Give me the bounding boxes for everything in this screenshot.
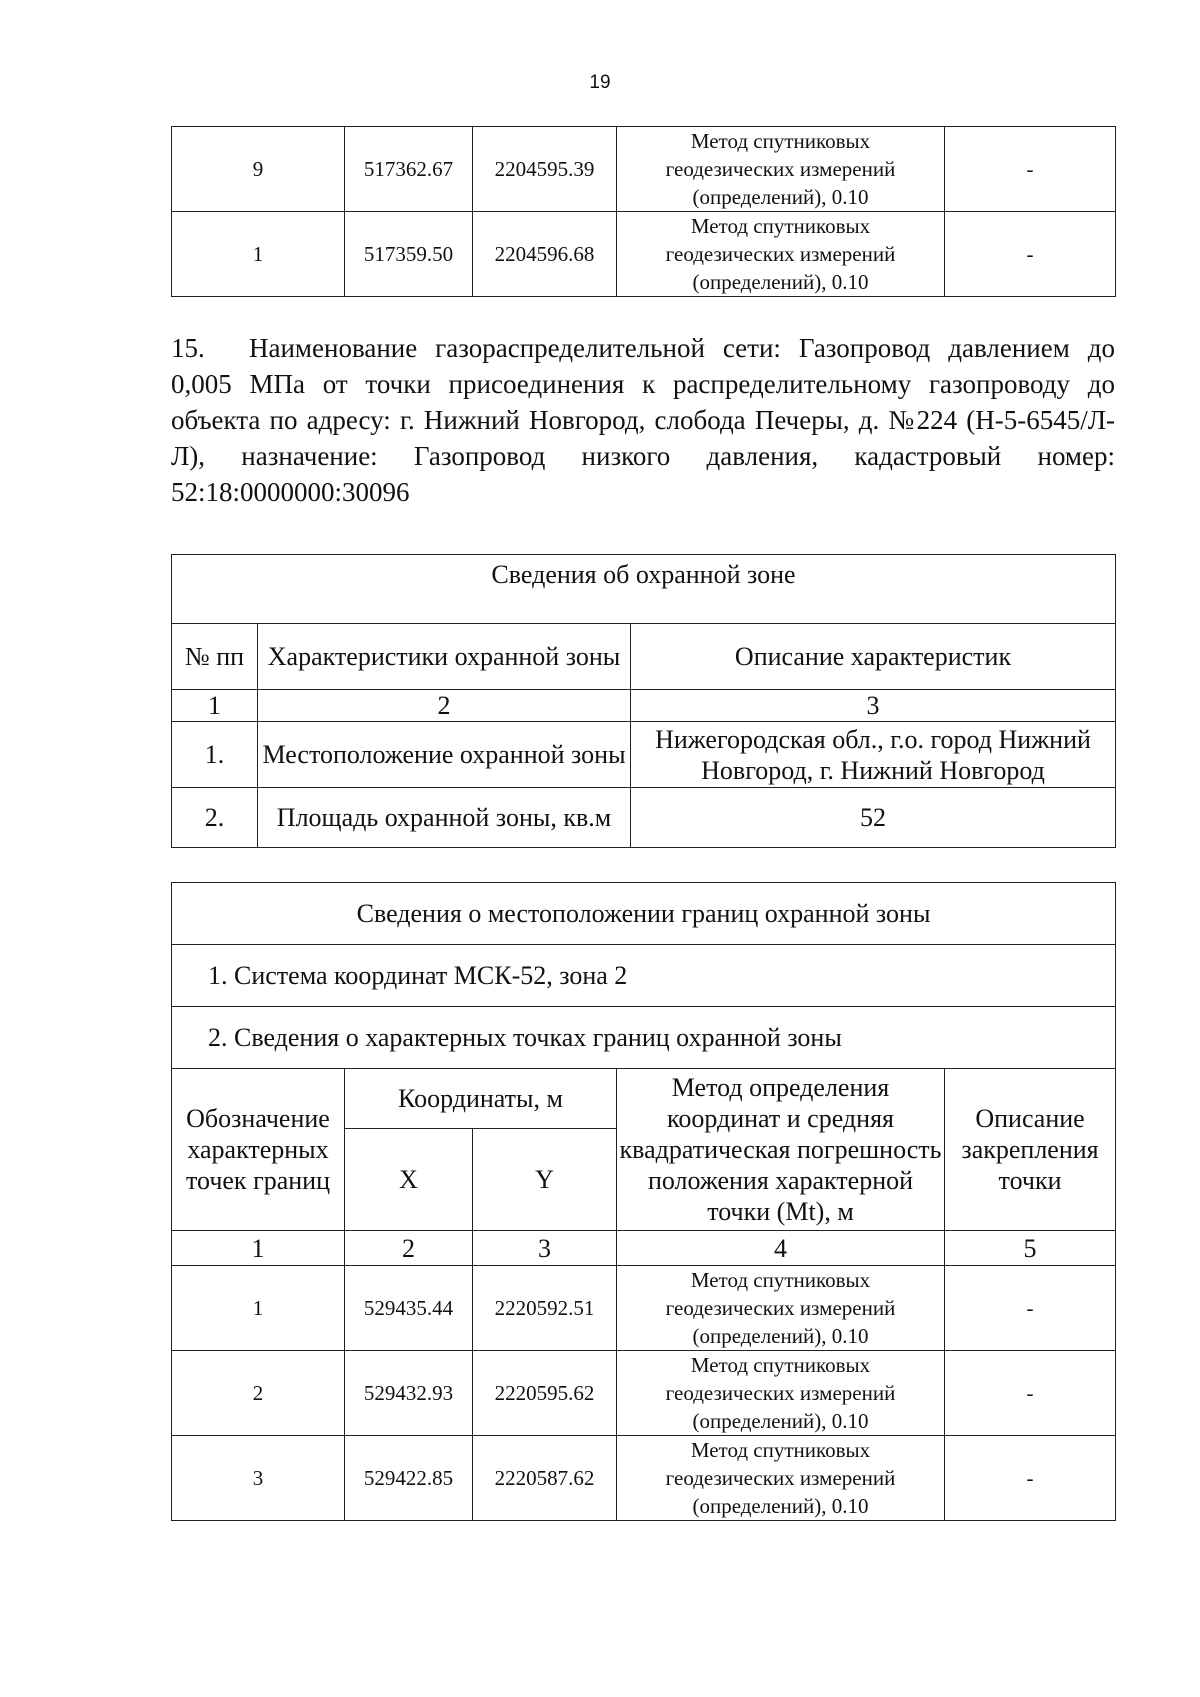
page-number: 19 [589, 72, 611, 93]
point-cell: 9 [172, 127, 345, 212]
row-value: Нижегородская обл., г.о. город Нижний Новгород, г. Нижний Новгород [631, 722, 1116, 788]
method-line: геодезических измерений [665, 1466, 896, 1490]
method-line: Метод спутниковых [690, 1268, 871, 1292]
table-row [172, 722, 1116, 788]
row-name: Местоположение охранной зоны [258, 722, 631, 788]
bounds-table-caption: Сведения о местоположении границ охранной зоны [172, 883, 1116, 945]
table-row [172, 212, 1116, 297]
point-cell: 1 [172, 1266, 345, 1351]
point-cell: 1 [172, 212, 345, 297]
method-line: геодезических измерений [665, 1381, 896, 1405]
header-x: X [345, 1129, 473, 1231]
method-line: Метод спутниковых [690, 1353, 871, 1377]
x-cell: 529422.85 [345, 1436, 473, 1521]
method-line: (определений), 0.10 [692, 270, 869, 294]
method-cell [617, 127, 945, 212]
coordinate-system: 1. Система координат МСК-52, зона 2 [172, 945, 1116, 1007]
zone-info-table [171, 554, 1116, 848]
y-cell: 2220595.62 [473, 1351, 617, 1436]
row-number: 1. [172, 722, 258, 788]
index-cell: 4 [617, 1231, 945, 1266]
method-cell [617, 1436, 945, 1521]
method-cell [617, 1266, 945, 1351]
point-cell: 3 [172, 1436, 345, 1521]
desc-cell: - [945, 212, 1116, 297]
index-cell: 3 [631, 690, 1116, 722]
method-line: геодезических измерений [665, 242, 896, 266]
header-method: Метод определения координат и средняя квадратическая погрешность положения характерной точки (Mt), м [617, 1069, 945, 1231]
method-cell [617, 1351, 945, 1436]
table-row [172, 788, 1116, 848]
header-characteristic: Характеристики охранной зоны [258, 624, 631, 690]
header-number: № пп [172, 624, 258, 690]
point-cell: 2 [172, 1351, 345, 1436]
desc-cell: - [945, 1436, 1116, 1521]
method-line: Метод спутниковых [690, 129, 871, 153]
x-cell: 529435.44 [345, 1266, 473, 1351]
method-line: (определений), 0.10 [692, 185, 869, 209]
header-y: Y [473, 1129, 617, 1231]
row-value: 52 [631, 788, 1116, 848]
index-cell: 5 [945, 1231, 1116, 1266]
y-cell: 2204595.39 [473, 127, 617, 212]
index-cell: 2 [258, 690, 631, 722]
item-number: 15. [171, 333, 205, 363]
method-line: (определений), 0.10 [692, 1409, 869, 1433]
row-number: 2. [172, 788, 258, 848]
y-cell: 2204596.68 [473, 212, 617, 297]
boundary-points-table [171, 882, 1116, 1521]
table-row [172, 1266, 1116, 1351]
method-cell [617, 212, 945, 297]
index-cell: 2 [345, 1231, 473, 1266]
desc-cell: - [945, 127, 1116, 212]
index-cell: 1 [172, 690, 258, 722]
method-line: геодезических измерений [665, 1296, 896, 1320]
coordinates-table-continuation [171, 126, 1116, 297]
item-paragraph [171, 330, 1115, 510]
method-line: Метод спутниковых [690, 214, 871, 238]
header-description: Описание характеристик [631, 624, 1116, 690]
desc-cell: - [945, 1266, 1116, 1351]
table-row [172, 127, 1116, 212]
y-cell: 2220592.51 [473, 1266, 617, 1351]
x-cell: 517362.67 [345, 127, 473, 212]
method-line: (определений), 0.10 [692, 1494, 869, 1518]
index-cell: 3 [473, 1231, 617, 1266]
y-cell: 2220587.62 [473, 1436, 617, 1521]
header-designation: Обозначение характерных точек границ [172, 1069, 345, 1231]
points-title: 2. Сведения о характерных точках границ охранной зоны [172, 1007, 1116, 1069]
method-line: геодезических измерений [665, 157, 896, 181]
item-text: Наименование газораспределительной сети: Газопровод давлением до 0,005 МПа от точки присоединения к распределительному газопроводу до объекта по адресу: г. Нижний Новгород, слобода Печеры, д. №224 (Н-5-6545/Л-Л), назначение: Газопровод низкого давления, кадастровый номер: 52:18:0000000:30096 [171, 333, 1115, 507]
header-coordinates: Координаты, м [345, 1069, 617, 1129]
row-name: Площадь охранной зоны, кв.м [258, 788, 631, 848]
method-line: Метод спутниковых [690, 1438, 871, 1462]
zone-table-caption: Сведения об охранной зоне [172, 555, 1116, 624]
x-cell: 529432.93 [345, 1351, 473, 1436]
desc-cell: - [945, 1351, 1116, 1436]
method-line: (определений), 0.10 [692, 1324, 869, 1348]
table-row [172, 1436, 1116, 1521]
index-cell: 1 [172, 1231, 345, 1266]
table-row [172, 1351, 1116, 1436]
header-description: Описание закрепления точки [945, 1069, 1116, 1231]
x-cell: 517359.50 [345, 212, 473, 297]
